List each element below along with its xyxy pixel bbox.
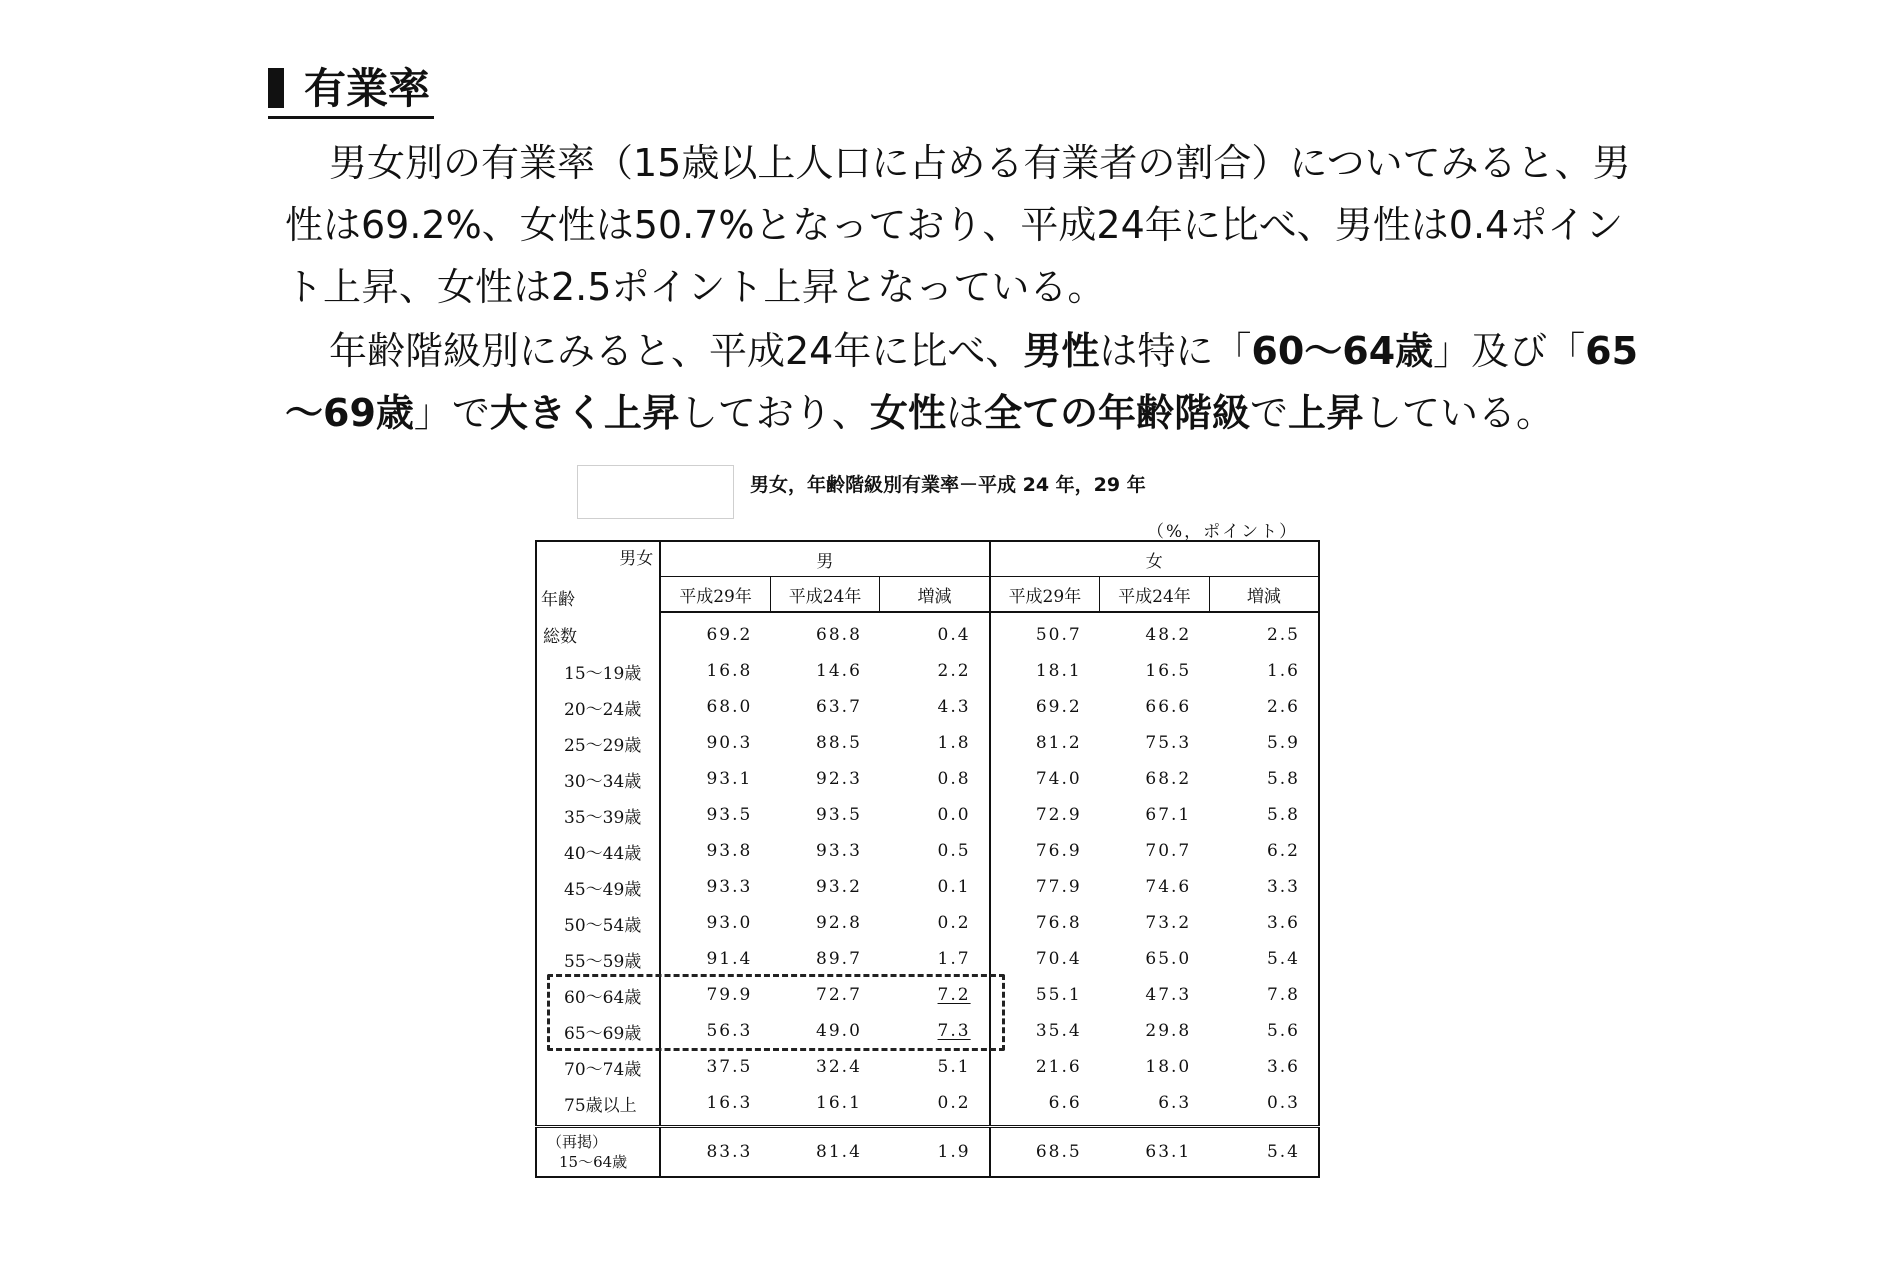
table-row	[536, 725, 1319, 761]
table-row	[536, 761, 1319, 797]
cell-male-diff: 0.0	[880, 797, 990, 833]
cell-female-h24: 48.2	[1145, 625, 1192, 645]
text: している。	[1364, 391, 1555, 435]
text: 」で	[413, 391, 490, 435]
row-label: 30〜34歳	[536, 761, 660, 797]
row-label: 55〜59歳	[536, 941, 660, 977]
cell-male-h29: 68.0	[706, 697, 753, 717]
cell-male-diff: 0.2	[880, 905, 990, 941]
row-label: 60〜64歳	[536, 977, 660, 1013]
cell-male-h29: 93.0	[706, 913, 753, 933]
cell-male-h24: 68.8	[816, 625, 862, 645]
cell-male-h24: 72.7	[816, 985, 862, 1005]
cell-female-diff: 6.2	[1209, 833, 1319, 869]
cell-female-h24: 47.3	[1145, 985, 1192, 1005]
cell-male-diff: 0.2	[880, 1085, 990, 1127]
recap-label-line-2: 15〜64歳	[559, 1153, 628, 1171]
group-header-female: 女	[990, 541, 1319, 577]
bold-text: 65	[1585, 329, 1639, 373]
cell-male-diff: 1.7	[880, 941, 990, 977]
paragraph-1-line-2: 性は69.2%、女性は50.7%となっており、平成24年に比べ、男性は0.4ポイン	[285, 203, 1624, 247]
bold-text: 上昇	[1288, 391, 1365, 435]
cell-female-h24: 67.1	[1145, 805, 1192, 825]
text: は特に「	[1099, 329, 1252, 373]
col-header-diff-male: 増減	[880, 577, 990, 613]
table-row	[536, 612, 1319, 653]
cell-female-h29: 77.9	[1035, 877, 1082, 897]
cell-female-h24: 29.8	[1145, 1021, 1192, 1041]
row-label: 75歳以上	[536, 1085, 660, 1127]
corner-label-sex: 男女	[619, 549, 654, 569]
cell-female-h24: 66.6	[1145, 697, 1192, 717]
cell-male-h24: 93.5	[816, 805, 862, 825]
cell-male-h24: 49.0	[816, 1021, 862, 1041]
bold-text: 女性	[869, 391, 946, 435]
row-label: 45〜49歳	[536, 869, 660, 905]
cell-female-diff: 5.8	[1209, 797, 1319, 833]
cell-female-h29: 68.5	[990, 1127, 1100, 1178]
table-row	[536, 797, 1319, 833]
cell-female-h24: 68.2	[1145, 769, 1192, 789]
cell-male-h24: 89.7	[816, 949, 862, 969]
cell-male-diff: 0.8	[880, 761, 990, 797]
cell-male-h29: 93.1	[706, 769, 753, 789]
cell-female-diff: 3.6	[1209, 905, 1319, 941]
cell-female-h29: 69.2	[1035, 697, 1082, 717]
cell-female-h29: 70.4	[1035, 949, 1082, 969]
cell-male-h24: 88.5	[816, 733, 862, 753]
cell-male-h29: 93.3	[706, 877, 753, 897]
cell-female-diff: 0.3	[1209, 1085, 1319, 1127]
cell-male-diff: 2.2	[880, 653, 990, 689]
cell-male-h29: 93.8	[706, 841, 753, 861]
cell-female-h24: 74.6	[1145, 877, 1192, 897]
cell-male-h29: 90.3	[706, 733, 753, 753]
cell-male-h29: 16.8	[706, 661, 753, 681]
cell-male-h29: 56.3	[706, 1021, 753, 1041]
cell-female-h24: 73.2	[1145, 913, 1192, 933]
table-unit: （%，ポイント）	[1147, 522, 1299, 542]
heading-bar-marker	[268, 68, 284, 108]
bold-text: 〜69歳	[285, 391, 414, 435]
cell-male-diff: 0.5	[880, 833, 990, 869]
cell-female-h24: 65.0	[1145, 949, 1192, 969]
table-row	[536, 905, 1319, 941]
cell-male-h29: 16.3	[660, 1085, 770, 1127]
caption-blank-box	[577, 465, 734, 519]
table-corner-cell	[536, 541, 660, 612]
cell-male-h24: 93.2	[816, 877, 862, 897]
cell-female-h29: 35.4	[1035, 1021, 1082, 1041]
cell-female-h29: 72.9	[1035, 805, 1082, 825]
cell-female-diff: 5.8	[1209, 761, 1319, 797]
cell-female-h29: 74.0	[1035, 769, 1082, 789]
cell-male-diff: 0.1	[880, 869, 990, 905]
cell-female-diff: 2.6	[1209, 689, 1319, 725]
table-header-row-1	[536, 541, 1319, 577]
cell-female-diff: 3.6	[1209, 1049, 1319, 1085]
cell-male-h24: 16.1	[770, 1085, 880, 1127]
cell-female-h29: 18.1	[1035, 661, 1082, 681]
cell-female-diff: 5.9	[1209, 725, 1319, 761]
cell-female-h29: 76.8	[1035, 913, 1082, 933]
text: しており、	[679, 391, 870, 435]
text: 」及び「	[1433, 329, 1586, 373]
cell-male-h24: 93.3	[816, 841, 862, 861]
recap-label-line-1: （再掲）	[547, 1133, 608, 1151]
row-label: 35〜39歳	[536, 797, 660, 833]
cell-female-h24: 63.1	[1100, 1127, 1210, 1178]
table-row	[536, 653, 1319, 689]
col-header-h24-male: 平成24年	[770, 577, 880, 613]
row-label: 40〜44歳	[536, 833, 660, 869]
paragraph-1-line-3: ト上昇、女性は2.5ポイント上昇となっている。	[285, 265, 1106, 309]
cell-female-h24: 6.3	[1100, 1085, 1210, 1127]
section-heading	[268, 62, 434, 119]
col-header-h29-male: 平成29年	[660, 577, 770, 613]
cell-male-h29: 37.5	[706, 1057, 753, 1077]
cell-female-h29: 76.9	[1035, 841, 1082, 861]
table-row	[536, 1085, 1319, 1127]
cell-male-h24: 92.8	[816, 913, 862, 933]
cell-female-h29: 55.1	[1035, 985, 1082, 1005]
cell-female-h29: 21.6	[1035, 1057, 1082, 1077]
underlined-value: 7.2	[937, 985, 971, 1005]
bold-text: 全ての年齢階級	[983, 391, 1250, 435]
highlighted-phrase	[870, 391, 1364, 435]
table-row	[536, 869, 1319, 905]
cell-female-h29: 6.6	[990, 1085, 1100, 1127]
employment-rate-table	[535, 540, 1320, 1178]
text: で	[1249, 391, 1288, 435]
table-row	[536, 1049, 1319, 1085]
cell-female-h24: 16.5	[1145, 661, 1192, 681]
cell-male-h29: 93.5	[706, 805, 753, 825]
text: 年齢階級別にみると、平成24年に比べ、	[329, 329, 1024, 373]
underlined-value: 7.3	[937, 1021, 971, 1041]
col-header-h24-female: 平成24年	[1100, 577, 1210, 613]
table-row	[536, 941, 1319, 977]
cell-male-diff: 4.3	[880, 689, 990, 725]
cell-female-diff: 7.8	[1209, 977, 1319, 1013]
row-label: 15〜19歳	[536, 653, 660, 689]
cell-male-h29: 91.4	[706, 949, 753, 969]
cell-female-diff: 5.6	[1209, 1013, 1319, 1049]
text: 男女別の有業率（15歳以上人口に占める有業者の割合）についてみると、男	[329, 141, 1631, 185]
row-label: 65〜69歳	[536, 1013, 660, 1049]
cell-male-h24: 32.4	[816, 1057, 862, 1077]
cell-female-h29: 81.2	[1035, 733, 1082, 753]
table-row	[536, 689, 1319, 725]
paragraph-2	[285, 320, 1875, 444]
cell-male-h24: 14.6	[816, 661, 862, 681]
table-row	[536, 833, 1319, 869]
col-header-diff-female: 増減	[1209, 577, 1319, 613]
paragraph-2-line-2	[285, 382, 1875, 444]
cell-female-diff: 1.6	[1209, 653, 1319, 689]
row-label: 50〜54歳	[536, 905, 660, 941]
cell-male-h24: 92.3	[816, 769, 862, 789]
group-header-male: 男	[660, 541, 989, 577]
table-caption: 男女，年齢階級別有業率－平成 24 年，29 年	[750, 474, 1146, 496]
cell-male-h24: 81.4	[770, 1127, 880, 1178]
cell-female-diff: 3.3	[1209, 869, 1319, 905]
cell-male-diff: 1.9	[880, 1127, 990, 1178]
cell-male-diff: 1.8	[880, 725, 990, 761]
corner-label-age: 年齢	[541, 590, 575, 610]
cell-female-diff: 5.4	[1209, 941, 1319, 977]
text: は	[945, 391, 984, 435]
heading-text: 有業率	[304, 64, 431, 113]
paragraph-1	[285, 132, 1875, 318]
bold-text: 男性	[1023, 329, 1100, 373]
row-label: 70〜74歳	[536, 1049, 660, 1085]
cell-male-h29: 79.9	[706, 985, 753, 1005]
row-label: 総数	[536, 612, 660, 653]
cell-female-diff: 2.5	[1209, 612, 1319, 653]
cell-male-h29: 69.2	[706, 625, 753, 645]
dashed-highlight-box	[547, 974, 1005, 1051]
cell-female-h24: 75.3	[1145, 733, 1192, 753]
recap-label	[536, 1127, 660, 1178]
bold-text: 60〜64歳	[1251, 329, 1434, 373]
paragraph-1-line-1	[285, 132, 1875, 194]
paragraph-2-line-1	[285, 320, 1875, 382]
cell-male-diff: 0.4	[880, 612, 990, 653]
table-recap-row	[536, 1127, 1319, 1178]
cell-male-diff: 5.1	[880, 1049, 990, 1085]
bold-text: 大きく上昇	[489, 391, 680, 435]
row-label: 25〜29歳	[536, 725, 660, 761]
cell-female-h29: 50.7	[1035, 625, 1082, 645]
cell-male-h29: 83.3	[660, 1127, 770, 1178]
row-label: 20〜24歳	[536, 689, 660, 725]
col-header-h29-female: 平成29年	[990, 577, 1100, 613]
cell-female-h24: 70.7	[1145, 841, 1192, 861]
cell-male-h24: 63.7	[816, 697, 862, 717]
cell-female-diff: 5.4	[1209, 1127, 1319, 1178]
cell-female-h24: 18.0	[1145, 1057, 1192, 1077]
